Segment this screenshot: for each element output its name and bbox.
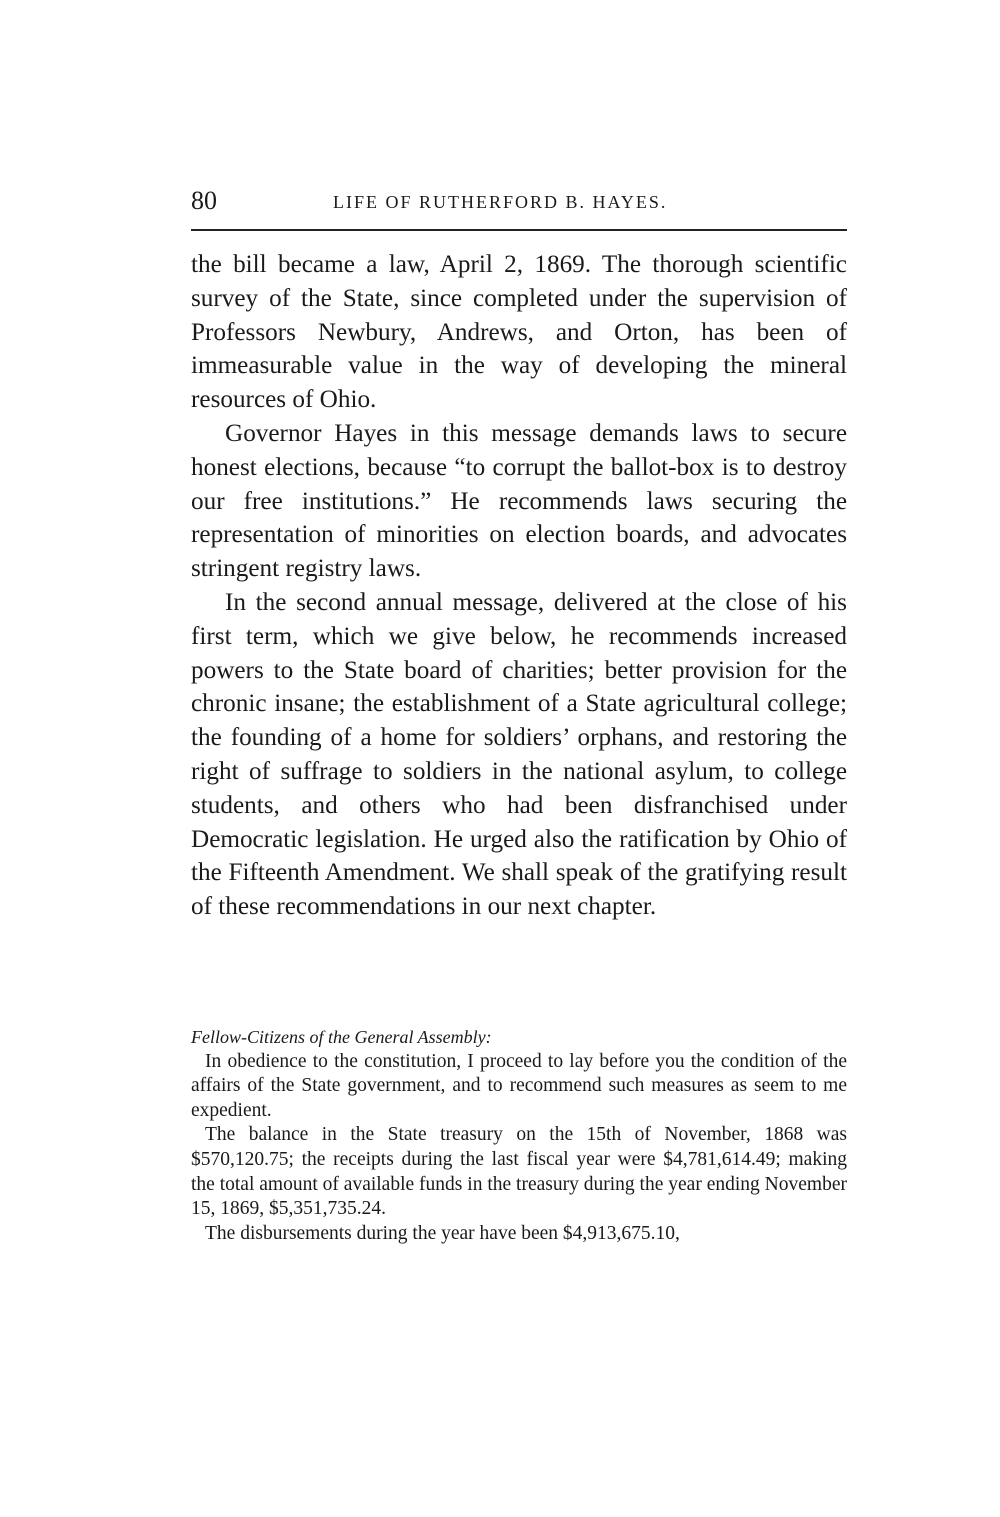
- letter-paragraph: The disbursements during the year have been $4,913,675.10,: [205, 1222, 680, 1244]
- running-head: LIFE OF RUTHERFORD B. HAYES.: [333, 192, 668, 212]
- salutation: Fellow-Citizens of the General Assembly:: [191, 1027, 492, 1047]
- message-excerpt: [191, 1025, 847, 1246]
- body-paragraph: In the second annual message, delivered at the close of his first term, which we give below, he recommends increased powers to the State board of charities; better provision for the chronic insane; the establishment of a State agricultural college; the founding of a home for soldiers’ orphans, and restoring the right of suffrage to soldiers in the national asylum, to college students, and others who had been disfranchised under Democratic legislation. He urged also the ratification by Ohio of the Fifteenth Amendment. We shall speak of the gratifying result of these recommendations in our next chapter.: [191, 588, 847, 921]
- header-rule: [191, 229, 847, 231]
- body-paragraph: Governor Hayes in this message demands laws to secure honest elections, because “to corrupt the ballot-box is to destroy our free institutions.” He recommends laws securing the representation of minorities on election boards, and advocates stringent registry laws.: [191, 419, 847, 583]
- letter-paragraph: In obedience to the constitution, I proceed to lay before you the condition of the affairs of the State government, and to recommend such measures as seem to me expedient.: [191, 1050, 847, 1121]
- page-header: [191, 186, 847, 216]
- body-paragraph: the bill became a law, April 2, 1869. The thorough scientific survey of the State, since completed under the supervision of Professors Newbury, Andrews, and Orton, has been of immeasurable value in the way of developing the mineral resources of Ohio.: [191, 251, 847, 414]
- page-number: 80: [191, 186, 217, 215]
- body-text: [191, 248, 847, 924]
- letter-paragraph: The balance in the State treasury on the 15th of November, 1868 was $570,120.75; the receipts during the last fiscal year were $4,781,614.49; making the total amount of available funds in the treasury during the year ending November 15, 1869, $5,351,735.24.: [191, 1124, 847, 1220]
